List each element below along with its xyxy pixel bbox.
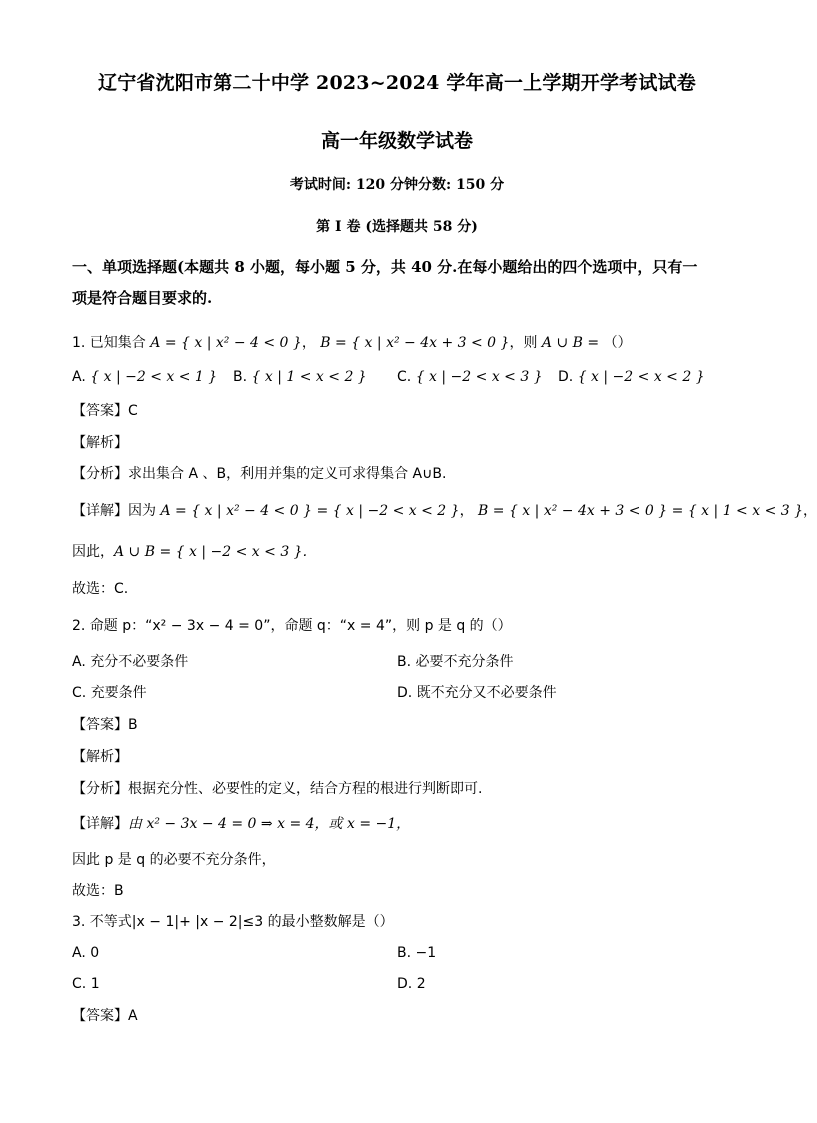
q1-detail-prefix: 因为 [128,503,156,519]
q2-detail [72,813,732,835]
q2-option-b [397,651,514,673]
q1-option-d [558,366,705,388]
q3-answer-value: A [128,1008,138,1024]
q1-answer-value: C [128,403,138,419]
q1-fenxi-text: 求出集合 A 、B，利用并集的定义可求得集合 A∪B. [128,466,447,482]
q3-option-c-label: C. [72,976,87,992]
q2-analysis-tag: 【解析】 [72,749,128,765]
q1-option-c-label: C. [397,369,412,385]
q2-option-d [397,682,557,704]
q2-option-d-label: D. [397,685,413,701]
section-heading-line2: 项是符合题目要求的. [72,289,213,307]
q1-blank: （） [603,335,632,351]
q1-stem-suffix: ，则 [509,335,538,351]
q1-option-b-text: { x | 1 < x < 2 } [251,369,367,385]
q3-answer-tag: 【答案】 [72,1008,128,1024]
q1-detail-a: A = { x | x² − 4 < 0 } = { x | −2 < x < 2 } [160,503,460,519]
q1-choose: 故选：C. [72,581,129,597]
q3-option-b-text: −1 [415,945,437,961]
q2-option-b-label: B. [397,654,412,670]
q1-comma: ， [301,335,316,351]
q1-option-a-text: { x | −2 < x < 1 } [90,369,218,385]
q3-option-c [72,973,100,995]
q1-option-d-text: { x | −2 < x < 2 } [577,369,705,385]
q3-option-b-label: B. [397,945,412,961]
q2-option-a-text: 充分不必要条件 [90,654,189,670]
q1-option-a-label: A. [72,369,86,385]
q1-conclusion-math: A ∪ B = { x | −2 < x < 3 }. [114,544,308,560]
document-title: 辽宁省沈阳市第二十中学 2023~2024 学年高一上学期开学考试试卷 [98,72,696,94]
part-heading: 第 I 卷 (选择题共 58 分) [316,219,478,235]
q2-option-c-label: C. [72,685,87,701]
q1-option-b-label: B. [233,369,248,385]
q2-stem: 2. 命题 p：“x² − 3x − 4 = 0”，命题 q：“x = 4”，则 p 是 q 的（） [72,618,512,634]
q1-fenxi-tag: 【分析】 [72,466,128,482]
q1-option-c-text: { x | −2 < x < 3 } [415,369,543,385]
q2-fenxi-text: 根据充分性、必要性的定义，结合方程的根进行判断即可. [128,781,483,797]
q3-option-a [72,942,99,964]
q1-answer-tag: 【答案】 [72,403,128,419]
q2-option-c-text: 充要条件 [90,685,147,701]
q2-option-b-text: 必要不充分条件 [415,654,514,670]
q2-detail-text: 由 x² − 3x − 4 = 0 ⇒ x = 4，或 x = −1， [128,816,411,832]
q2-answer [72,714,732,736]
q1-option-b [233,366,367,388]
q2-answer-value: B [128,717,138,733]
q1-detail: 【详解】因为 A = { x | x² − 4 < 0 } = { x | −2 < x < 2 }， B = { x | x² − 4x + 3 < 0 } = { x | 1 < x < 3 }， [72,503,817,519]
q3-stem: 3. 不等式|x − 1|+ |x − 2|≤3 的最小整数解是（） [72,914,394,930]
q2-fenxi-tag: 【分析】 [72,781,128,797]
q1-detail-tag: 【详解】 [72,503,128,519]
q2-answer-tag: 【答案】 [72,717,128,733]
q2-option-c [72,682,147,704]
q2-choose: 故选：B [72,883,124,899]
q3-option-c-text: 1 [90,976,100,992]
section-heading-line1: 一、单项选择题(本题共 8 小题，每小题 5 分，共 40 分.在每小题给出的四个选项中，只有一 [72,258,698,276]
q1-option-a [72,366,217,388]
document-subtitle: 高一年级数学试卷 [320,130,473,152]
q1-stem-prefix: 1. 已知集合 [72,335,146,351]
q1-conclusion-prefix: 因此， [72,544,114,560]
q1-answer [72,400,732,422]
q1-stem [72,332,732,354]
q3-option-d-label: D. [397,976,413,992]
q1-option-c [397,366,543,388]
q1-detail-b: B = { x | x² − 4x + 3 < 0 } = { x | 1 < x < 3 } [478,503,804,519]
q1-set-b: B = { x | x² − 4x + 3 < 0 } [320,335,510,351]
q1-conclusion [72,541,732,563]
q1-analysis-tag: 【解析】 [72,435,128,451]
q3-option-a-label: A. [72,945,86,961]
q2-fenxi [72,778,732,800]
q3-option-b [397,942,436,964]
q1-fenxi [72,463,732,485]
q3-option-d-text: 2 [416,976,426,992]
q3-answer [72,1005,732,1027]
q3-option-a-text: 0 [90,945,100,961]
q1-set-a: A = { x | x² − 4 < 0 } [150,335,302,351]
q2-option-a [72,651,188,673]
q2-detail-tag: 【详解】 [72,816,128,832]
q2-conclusion: 因此 p 是 q 的必要不充分条件， [72,852,276,868]
exam-info: 考试时间: 120 分钟分数: 150 分 [289,177,505,193]
q2-option-a-label: A. [72,654,86,670]
q3-option-d [397,973,426,995]
q1-option-d-label: D. [558,369,574,385]
q2-option-d-text: 既不充分又不必要条件 [416,685,557,701]
q1-union: A ∪ B = [541,335,600,351]
